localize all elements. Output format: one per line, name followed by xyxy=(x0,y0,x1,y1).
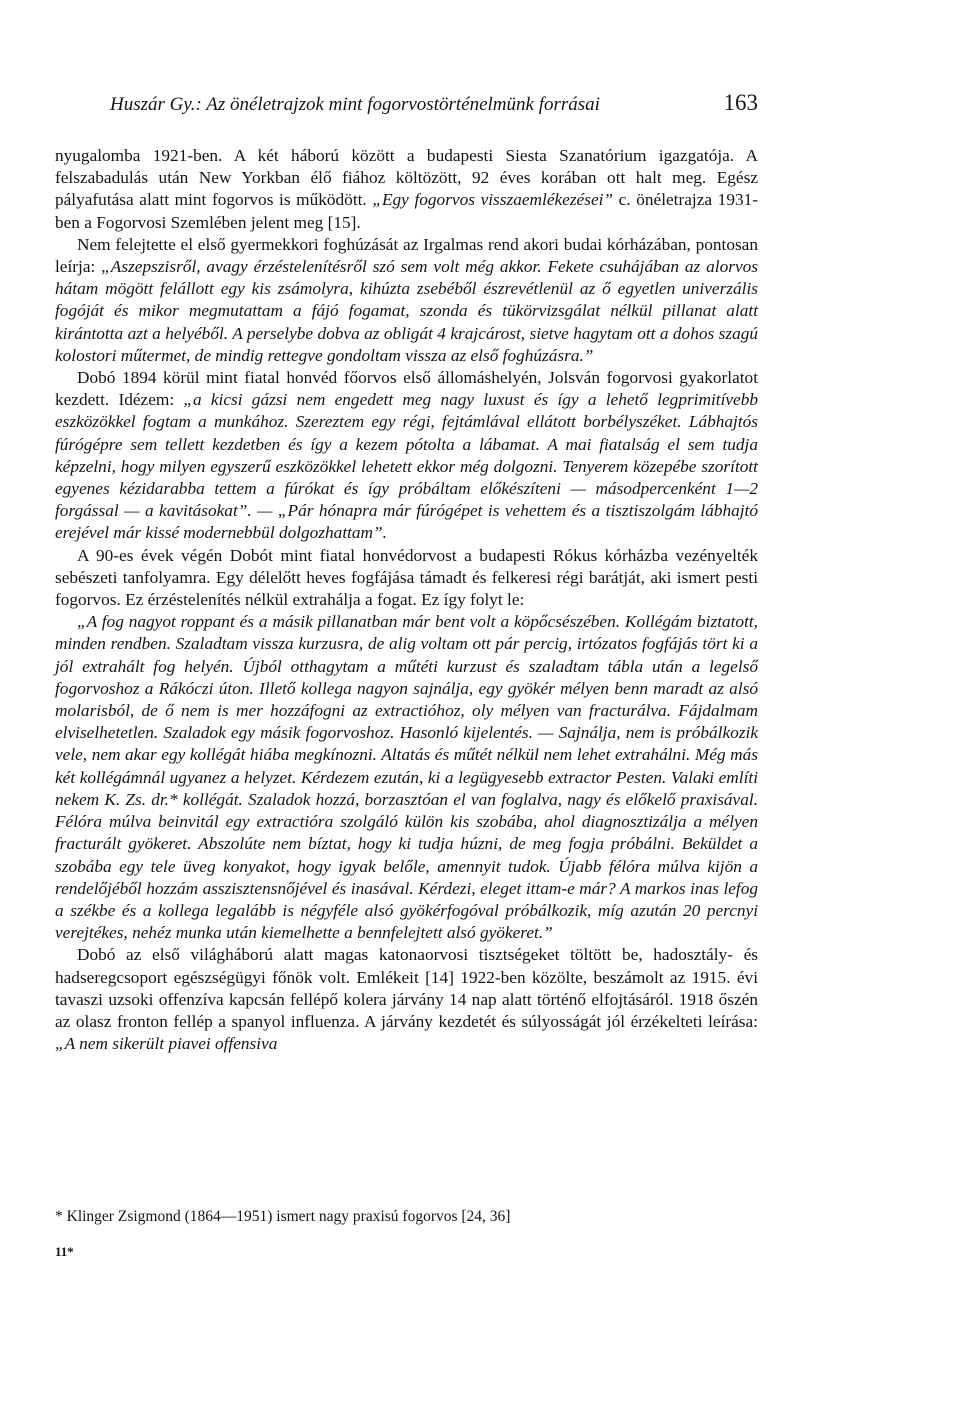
quote-text: „A fog nagyot roppant és a másik pillanatban már bent volt a köpőcsészében. Kollégám biztatott, minden rendben. Szaladtam vissza kurzusra, de alig voltam ott pár percig, irtózatos fogfájás tört ki a jól extrahált fog helyén. Újból otthagytam a műtéti kurzust és szaladtam tábla után a legelső fogorvoshoz a Rákóczi úton. Illető kollega nagyon sajnálja, egy gyökér mélyen benn maradt az alsó molarisból, de ő nem is mer hozzáfogni az extractióhoz, oly mélyen van fracturálva. Fájdalmam elviselhetetlen. Szaladok egy másik fogorvoshoz. Hasonló kijelentés. — Sajnálja, nem is próbálkozik vele, nem akar egy kollégát hiába megkínozni. Altatás és műtét nélkül nem lehet extrahálni. Még más két kollégámnál ugyanez a helyzet. Kérdezem ezután, ki a legügyesebb extractor Pesten. Valaki említi nekem K. Zs. dr.* kollégát. Szaladok hozzá, borzasztóan el van foglalva, nagy és előkelő praxisával. Félóra múlva beinvitál egy extractióra szolgáló külön kis szobába, ahol diagnosztizálja a mélyen fracturált gyökeret. Abszolúte nem bíztat, hogy ki tudja húzni, de meg fogja próbálni. Beküldet a szobába egy tele üveg konyakot, hogy igyak belőle, amennyit tudok. Újabb félóra múlva kijön a rendelőjéből hozzám asszisztensnőjével és inasával. Kérdezi, eleget ittam-e már? A markos inas lefog a székbe és a kollega legalább is négyféle alsó gyökérfogóval próbálkozik, míg azután 20 percnyi verejtékes, nehéz munka után kiemelhette a bennfelejtett alsó gyökeret.” xyxy=(55,612,758,943)
body-text: Nem felejtette el első gyermekkori foghúzását az Irgalmas rend akori budai kórházában, pontosan leírja: xyxy=(55,234,758,277)
article-body xyxy=(55,145,758,1055)
body-text: A 90-es évek végén Dobót mint fiatal honvédorvost a budapesti Rókus kórházba vezényelték sebészeti tanfolyamra. Egy délelőtt heves fogfájása támadt és felkeresi régi barátját, aki ismert pesti fogorvos. Ez érzéstelenítés nélkül extrahálja a fogat. Ez így folyt le: xyxy=(55,545,758,610)
paragraph xyxy=(55,944,758,1055)
quote-text: „Aszepszisről, avagy érzéstelenítésről szó sem volt még akkor. Fekete csuhájában az alorvos hátam mögött felállott egy kis zsámolyra, kihúzta zsebéből észrevétlenül az ő egyetlen univerzális fogóját és mikor megmutattam a fájó fogamat, szonda és tükörvizsgálat nélkül pillanat alatt kirántotta azt a helyéből. A perselybe dobva az obligát 4 krajcárost, sietve hagytam ott a dohos szagú kolostori műtermet, de mindig rettegve gondoltam vissza az első foghúzásra.” xyxy=(55,257,758,365)
quote-text: „a kicsi gázsi nem engedett meg nagy luxust és így a lehető legprimitívebb eszközökkel fogtam a munkához. Szereztem egy régi, fejtámlával ellátott borbélyszéket. Lábhajtós fúrógépre sem tellett kezdetben és így a kezem pótolta a lábamat. A mai fiatalság el sem tudja képzelni, hogy milyen egyszerű eszközökkel lehetett ekkor még dolgozni. Tenyerem közepébe szorított egyenes kézidarabba tettem a fúrókat és így próbáltam előkészíteni — másodpercenként 1—2 forgással — a kavitásokat”. — „Pár hónapra már fúrógépet is vehettem és a tisztiszolgám lábhajtó erejével már kissé modernebbül dolgozhattam”. xyxy=(55,390,758,543)
running-title: Huszár Gy.: Az önéletrajzok mint fogorvostörténelmünk forrásai xyxy=(110,94,600,115)
paragraph xyxy=(55,611,758,944)
footnote: * Klinger Zsigmond (1864—1951) ismert nagy praxisú fogorvos [24, 36] xyxy=(55,1208,511,1225)
paragraph xyxy=(55,145,758,234)
quote-text: „Egy fogorvos visszaemlékezései” xyxy=(372,190,614,210)
body-text: nyugalomba 1921-ben. A két háború között a budapesti Siesta Szanatórium igazgatója. A felszabadulás után New Yorkban élő fiához költözött, 92 éves korában ott halt meg. Egész pályafutása alatt mint fogorvos is működött. xyxy=(55,146,758,210)
body-text: Dobó az első világháború alatt magas katonaorvosi tisztségeket töltött be, hadosztály- és hadseregcsoport egészségügyi főnök volt. Emlékeit [14] 1922-ben közölte, beszámolt az 1915. évi tavaszi uzsoki offenzíva kapcsán fellépő kolera járvány 14 nap alatt történő elfojtásáról. 1918 őszén az olasz fronton fellép a spanyol influenza. A járvány kezdetét és súlyosságát jól érzékelteti leírása: xyxy=(55,945,758,1031)
quote-text: „A nem sikerült piavei offensiva xyxy=(55,1034,278,1054)
running-header xyxy=(110,90,758,116)
signature-mark: 11* xyxy=(55,1244,74,1259)
paragraph xyxy=(55,545,758,612)
body-text: Dobó 1894 körül mint fiatal honvéd főorvos első állomáshelyén, Jolsván fogorvosi gyakorlatot kezdett. Idézem: xyxy=(55,368,758,410)
body-text: c. önéletrajza 1931-ben a Fogorvosi Szemlében jelent meg [15]. xyxy=(55,190,758,232)
paragraph xyxy=(55,234,758,367)
page-number: 163 xyxy=(723,90,758,115)
paragraph xyxy=(55,367,758,545)
